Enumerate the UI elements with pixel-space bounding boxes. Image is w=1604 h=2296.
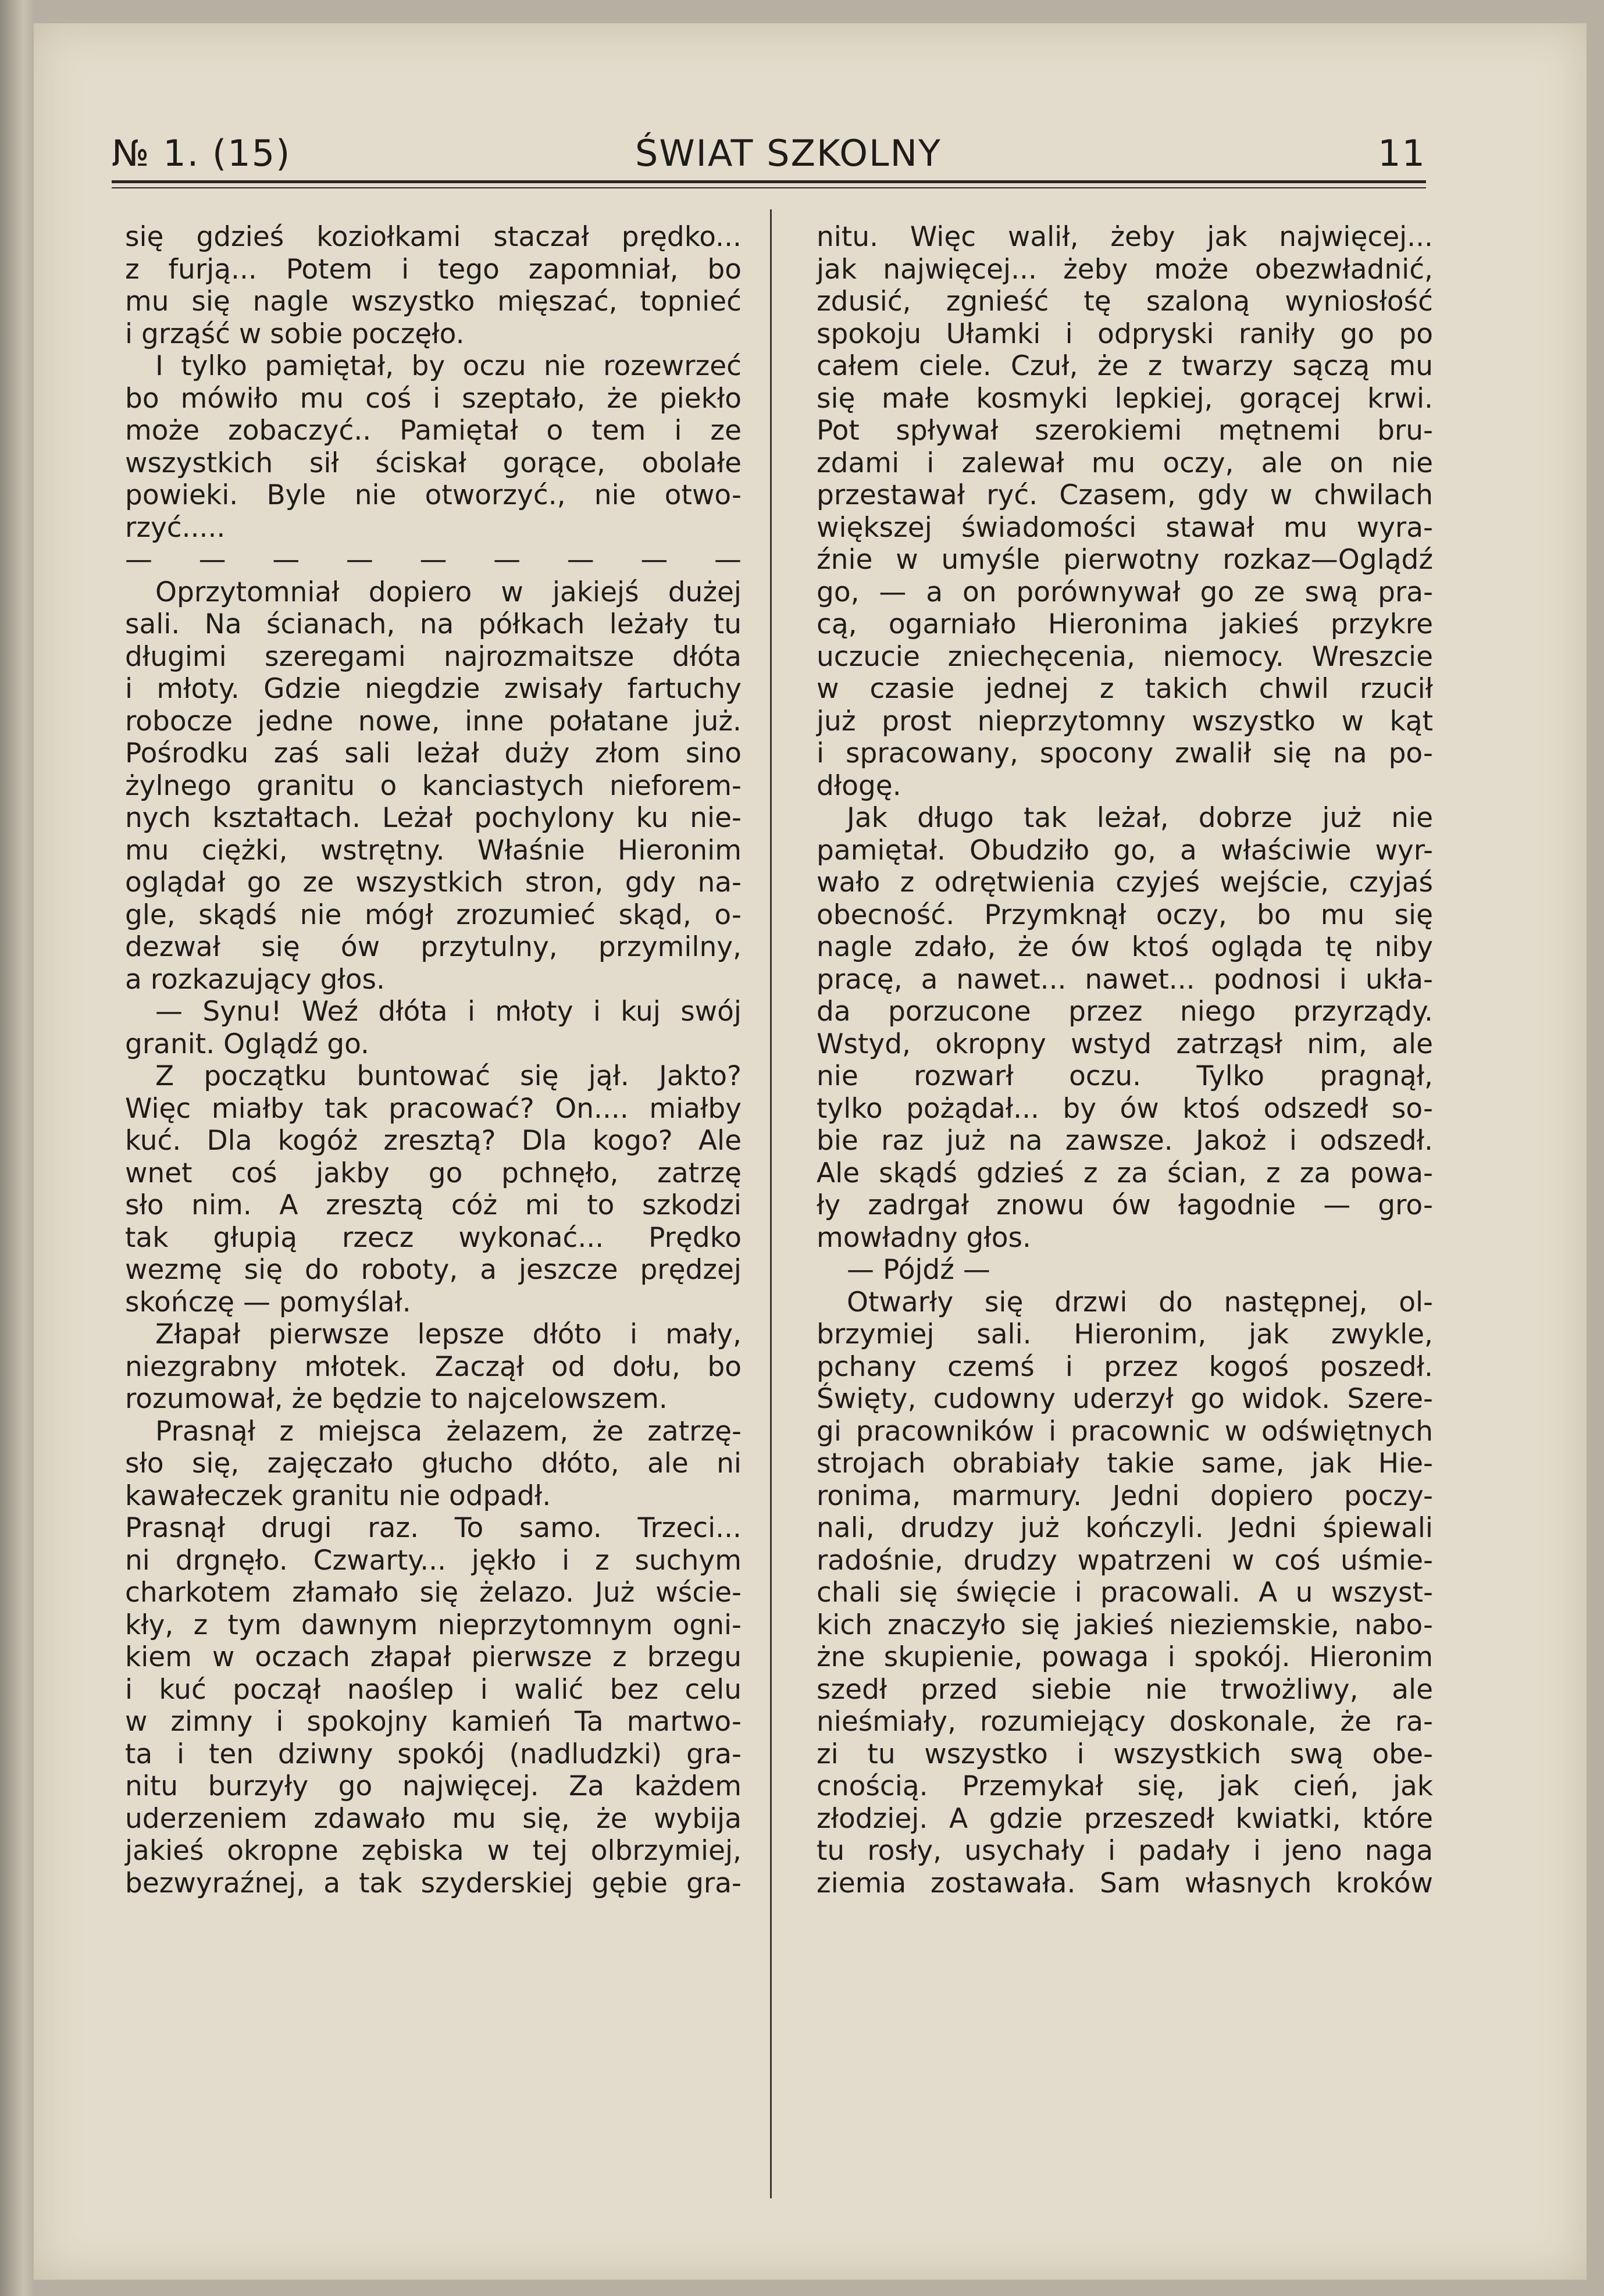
text-line: pracę, a nawet... nawet... podnosi i ukła-	[817, 963, 1433, 996]
text-line: chali się święcie i pracowali. A u wszyst-	[817, 1577, 1433, 1609]
text-line: większej świadomości stawał mu wyra-	[817, 511, 1433, 544]
journal-title: ŚWIAT SZKOLNY	[635, 132, 942, 174]
text-line: mowładny głos.	[817, 1221, 1031, 1254]
text-line: Złapał pierwsze lepsze dłóto i mały,	[155, 1318, 742, 1350]
text-line: nagle zdało, że ów ktoś ogląda tę niby	[817, 931, 1433, 963]
page-header	[112, 115, 1426, 179]
text-line: i spracowany, spocony zwalił się na po-	[817, 737, 1433, 769]
text-line: przestawał ryć. Czasem, gdy w chwilach	[817, 479, 1433, 511]
page-number: 11	[1378, 132, 1426, 174]
text-line: tak głupią rzecz wykonać... Prędko	[125, 1221, 742, 1254]
text-line: kich znaczyło się jakieś nieziemskie, nabo-	[817, 1609, 1433, 1641]
text-line: spokoju Ułamki i odpryski raniły go po	[817, 318, 1433, 350]
text-line: Ale skądś gdzieś z za ścian, z za powa-	[817, 1157, 1433, 1189]
text-line: tu rosły, usychały i padały i jeno naga	[817, 1835, 1433, 1867]
text-line: nitu burzyły go najwięcej. Za każdem	[125, 1770, 742, 1802]
text-line: sali. Na ścianach, na półkach leżały tu	[125, 608, 742, 640]
text-line: go, — a on porównywał go ze swą pra-	[817, 576, 1433, 608]
text-line: kiem w oczach złapał pierwsze z brzegu	[125, 1641, 742, 1673]
text-line: ły zadrgał znowu ów łagodnie — gro-	[817, 1189, 1433, 1221]
text-line: całem ciele. Czuł, że z twarzy sączą mu	[817, 350, 1433, 382]
text-line: źnie w umyśle pierwotny rozkaz—Oglądź	[817, 544, 1433, 576]
text-line: się gdzieś koziołkami staczał prędko...	[125, 221, 742, 253]
text-line: cnością. Przemykał się, jak cień, jak	[817, 1770, 1433, 1802]
text-line: ziemia zostawała. Sam własnych kroków	[817, 1867, 1433, 1899]
text-line: żylnego granitu o kanciastych nieforem-	[125, 769, 742, 802]
text-line: ta i ten dziwny spokój (nadludzki) gra-	[125, 1738, 742, 1770]
text-line: da porzucone przez niego przyrządy.	[817, 996, 1433, 1028]
text-line: mu się nagle wszystko mięszać, topnieć	[125, 286, 742, 318]
text-line: robocze jedne nowe, inne połatane już.	[125, 705, 742, 737]
text-line: Jak długo tak leżał, dobrze już nie	[847, 802, 1433, 834]
left-column	[125, 221, 742, 1899]
text-line: obecność. Przymknął oczy, bo mu się	[817, 899, 1433, 931]
text-line: bezwyraźnej, a tak szyderskiej gębie gra-	[125, 1867, 742, 1899]
text-line: zdami i zalewał mu oczy, ale on nie	[817, 447, 1433, 479]
text-line: tylko pożądał... by ów ktoś odszedł so-	[817, 1092, 1433, 1125]
text-line: brzymiej sali. Hieronim, jak zwykle,	[817, 1318, 1433, 1350]
text-line: Święty, cudowny uderzył go widok. Szere-	[817, 1383, 1433, 1415]
text-line: niezgrabny młotek. Zaczął od dołu, bo	[125, 1350, 742, 1383]
text-line: Więc miałby tak pracować? On.... miałby	[125, 1092, 742, 1125]
text-line: bo mówiło mu coś i szeptało, że piekło	[125, 382, 742, 415]
text-line: i kuć począł naoślep i walić bez celu	[125, 1673, 742, 1706]
text-line: w zimny i spokojny kamień Ta martwo-	[125, 1706, 742, 1738]
text-line: Pośrodku zaś sali leżał duży złom sino	[125, 737, 742, 769]
text-line: — Synu! Weź dłóta i młoty i kuj swój	[155, 996, 742, 1028]
text-line: i grząść w sobie poczęło.	[125, 318, 465, 350]
text-line: wało z odrętwienia czyjeś wejście, czyjaś	[817, 867, 1433, 899]
text-line: w czasie jednej z takich chwil rzucił	[817, 673, 1433, 705]
text-line: oglądał go ze wszystkich stron, gdy na-	[125, 867, 742, 899]
text-line: ronima, marmury. Jedni dopiero poczy-	[817, 1479, 1433, 1512]
text-line: charkotem złamało się żelazo. Już wście-	[125, 1577, 742, 1609]
issue-number: № 1. (15)	[112, 132, 291, 174]
text-line: kły, z tym dawnym nieprzytomnym ogni-	[125, 1609, 742, 1641]
text-line: nitu. Więc walił, żeby jak najwięcej...	[817, 221, 1433, 253]
text-line: z furją... Potem i tego zapomniał, bo	[125, 253, 742, 286]
text-line: jak najwięcej... żeby może obezwładnić,	[817, 253, 1433, 286]
text-line: Oprzytomniał dopiero w jakiejś dużej	[155, 576, 742, 608]
text-line: już prost nieprzytomny wszystko w kąt	[817, 705, 1433, 737]
text-line: Prasnął z miejsca żelazem, że zatrzę-	[155, 1415, 742, 1448]
text-line: nali, drudzy już kończyli. Jedni śpiewali	[817, 1512, 1433, 1544]
text-line: sło się, zajęczało głucho dłóto, ale ni	[125, 1448, 742, 1479]
column-divider	[770, 209, 772, 2198]
text-line: pchany czemś i przez kogoś poszedł.	[817, 1350, 1433, 1383]
text-line: Pot spływał szerokiemi mętnemi bru-	[817, 415, 1433, 447]
text-line: bie raz już na zawsze. Jakoż i odszedł.	[817, 1125, 1433, 1157]
text-line: I tylko pamiętał, by oczu nie rozewrzeć	[155, 350, 742, 382]
text-line: złodziej. A gdzie przeszedł kwiatki, które	[817, 1802, 1433, 1835]
text-line: cą, ogarniało Hieronima jakieś przykre	[817, 608, 1433, 640]
text-line: mu ciężki, wstrętny. Właśnie Hieronim	[125, 834, 742, 867]
text-line: kuć. Dla kogóż zresztą? Dla kogo? Ale	[125, 1125, 742, 1157]
text-line: może zobaczyć.. Pamiętał o tem i ze	[125, 415, 742, 447]
text-line: a rozkazujący głos.	[125, 963, 385, 996]
text-line: rozumował, że będzie to najcelowszem.	[125, 1383, 668, 1415]
text-line: ni drgnęło. Czwarty... jękło i z suchym	[125, 1544, 742, 1577]
text-line: — — — — — — — — —	[125, 544, 742, 576]
text-line: się małe kosmyki lepkiej, gorącej krwi.	[817, 382, 1433, 415]
text-line: uderzeniem zdawało mu się, że wybija	[125, 1802, 742, 1835]
text-line: Otwarły się drzwi do następnej, ol-	[847, 1286, 1433, 1318]
text-line: radośnie, drudzy wpatrzeni w coś uśmie-	[817, 1544, 1433, 1577]
text-line: sło nim. A zresztą cóż mi to szkodzi	[125, 1189, 742, 1221]
text-line: Prasnął drugi raz. To samo. Trzeci...	[125, 1512, 742, 1544]
text-line: i młoty. Gdzie niegdzie zwisały fartuchy	[125, 673, 742, 705]
text-line: nych kształtach. Leżał pochylony ku nie-	[125, 802, 742, 834]
text-line: — Pójdź —	[847, 1254, 990, 1286]
right-column	[817, 221, 1433, 1899]
text-line: nieśmiały, rozumiejący doskonale, że ra-	[817, 1706, 1433, 1738]
text-line: żne skupienie, powaga i spokój. Hieronim	[817, 1641, 1433, 1673]
text-line: zdusić, zgnieść tę szaloną wyniosłość	[817, 286, 1433, 318]
text-line: Z początku buntować się jął. Jakto?	[155, 1060, 742, 1092]
text-line: powieki. Byle nie otworzyć., nie otwo-	[125, 479, 742, 511]
text-line: skończę — pomyślał.	[125, 1286, 411, 1318]
header-rule-thin	[112, 187, 1426, 188]
text-line: rzyć.....	[125, 511, 226, 544]
text-line: gi pracowników i pracownic w odświętnych	[817, 1415, 1433, 1448]
text-line: wnet coś jakby go pchnęło, zatrzę	[125, 1157, 742, 1189]
page-binding-edge	[0, 0, 34, 2296]
text-line: strojach obrabiały takie same, jak Hie-	[817, 1448, 1433, 1479]
text-line: kawałeczek granitu nie odpadł.	[125, 1479, 551, 1512]
text-line: pamiętał. Obudziło go, a właściwie wyr-	[817, 834, 1433, 867]
text-line: granit. Oglądź go.	[125, 1028, 369, 1060]
text-line: jakieś okropne zębiska w tej olbrzymiej,	[125, 1835, 742, 1867]
text-line: długimi szeregami najrozmaitsze dłóta	[125, 640, 742, 673]
text-line: Wstyd, okropny wstyd zatrząsł nim, ale	[817, 1028, 1433, 1060]
text-line: nie rozwarł oczu. Tylko pragnął,	[817, 1060, 1433, 1092]
text-line: wezmę się do roboty, a jeszcze prędzej	[125, 1254, 742, 1286]
text-line: gle, skądś nie mógł zrozumieć skąd, o-	[125, 899, 742, 931]
text-line: zi tu wszystko i wszystkich swą obe-	[817, 1738, 1433, 1770]
text-line: szedł przed siebie nie trwożliwy, ale	[817, 1673, 1433, 1706]
text-line: dezwał się ów przytulny, przymilny,	[125, 931, 742, 963]
text-line: wszystkich sił ściskał gorące, obolałe	[125, 447, 742, 479]
header-rule	[112, 180, 1426, 183]
text-line: uczucie zniechęcenia, niemocy. Wreszcie	[817, 640, 1433, 673]
text-line: dłogę.	[817, 769, 901, 802]
